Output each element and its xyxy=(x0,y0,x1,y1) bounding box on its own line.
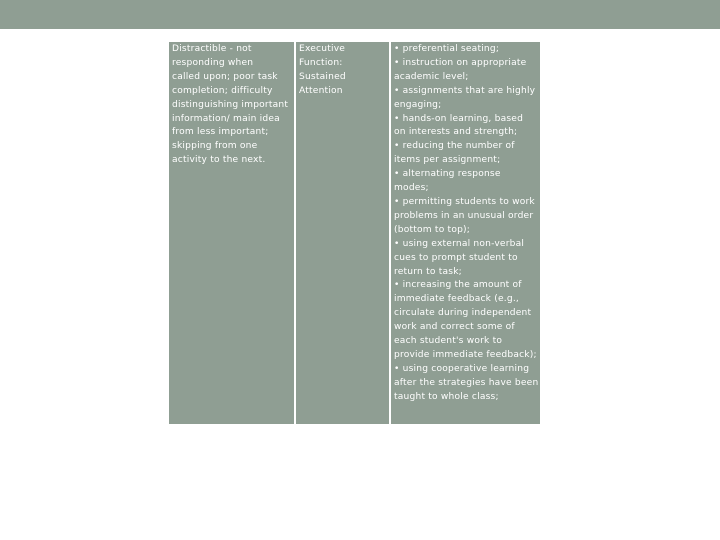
behavior-text-line: distinguishing important xyxy=(172,99,289,110)
function-text-line: Function: xyxy=(299,57,343,68)
strategy-text-line: • increasing the amount of xyxy=(394,280,522,291)
header-band xyxy=(0,0,720,29)
strategy-text-line: problems in an unusual order xyxy=(394,210,534,221)
behavior-text-line: completion; difficulty xyxy=(172,85,273,96)
behavior-text-line: from less important; xyxy=(172,127,269,138)
strategy-text-line: • instruction on appropriate xyxy=(394,57,527,68)
behavior-text-line: information/ main idea xyxy=(172,113,280,124)
strategy-text-line: • hands-on learning, based xyxy=(394,113,524,124)
function-text-line: Sustained xyxy=(299,71,346,82)
strategy-text-line: engaging; xyxy=(394,99,442,110)
accommodations-table xyxy=(169,42,540,424)
behavior-text-line: Distractible - not xyxy=(172,44,252,54)
strategy-text-line: • using cooperative learning xyxy=(394,363,530,374)
strategy-text-line: immediate feedback (e.g., xyxy=(394,294,520,305)
behavior-text-line: responding when xyxy=(172,57,254,68)
strategy-text-line: (bottom to top); xyxy=(394,224,471,235)
strategy-text-line: taught to whole class; xyxy=(394,391,499,402)
strategies-cell xyxy=(391,42,540,424)
strategy-text-line: after the strategies have been xyxy=(394,377,539,388)
strategy-text-line: • alternating response xyxy=(394,169,501,180)
strategy-text-line: circulate during independent xyxy=(394,308,532,319)
strategy-text-line: • permitting students to work xyxy=(394,196,535,207)
strategy-text-line: on interests and strength; xyxy=(394,127,518,138)
behavior-cell xyxy=(169,42,294,424)
strategy-text-line: • using external non-verbal xyxy=(394,238,525,249)
strategy-text-line: each student's work to xyxy=(394,336,503,347)
strategy-text-line: provide immediate feedback); xyxy=(394,349,537,360)
behavior-text-line: called upon; poor task xyxy=(172,71,278,82)
strategy-text-line: cues to prompt student to xyxy=(394,252,518,263)
strategy-text-line: • preferential seating; xyxy=(394,44,500,54)
behavior-text-line: activity to the next. xyxy=(172,155,266,166)
strategy-text-line: • assignments that are highly xyxy=(394,85,536,96)
strategy-text-line: return to task; xyxy=(394,266,462,277)
strategy-text-line: • reducing the number of xyxy=(394,141,515,152)
strategy-text-line: academic level; xyxy=(394,71,469,82)
function-text-line: Attention xyxy=(299,85,343,96)
function-text-line: Executive xyxy=(299,44,346,54)
strategy-text-line: items per assignment; xyxy=(394,155,501,166)
behavior-text-line: skipping from one xyxy=(172,141,258,152)
function-cell xyxy=(296,42,389,424)
strategy-text-line: modes; xyxy=(394,183,429,194)
strategy-text-line: work and correct some of xyxy=(394,322,515,333)
